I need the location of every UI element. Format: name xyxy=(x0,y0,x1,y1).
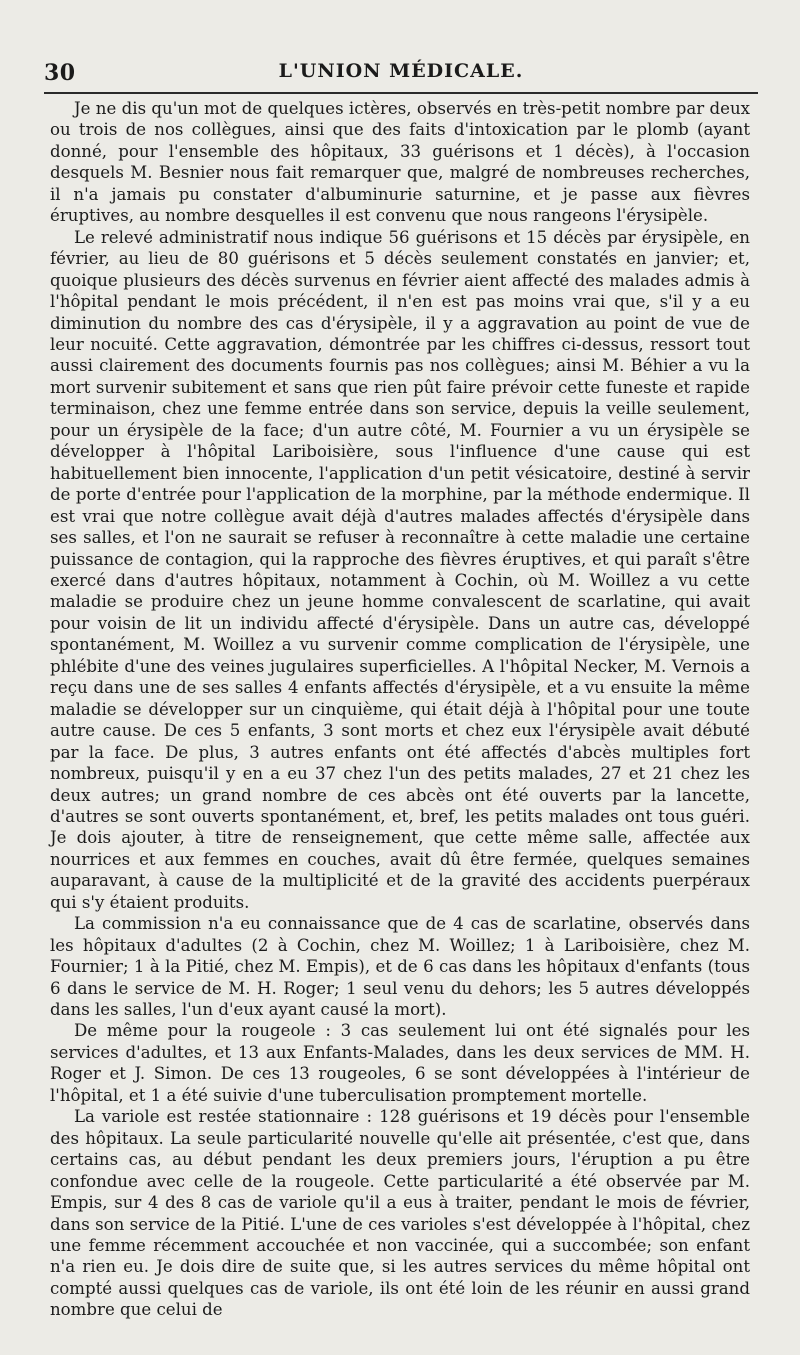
paragraph-erysipele: Le relevé administratif nous indique 56 guérisons et 15 décès par érysipèle, en février, au lieu de 80 guérisons et 5 décès seulement constatés en janvier; et, quoique plusieurs des décès survenus en février aient affecté des malades admis à l'hôpital pendant le mois précédent, il n'en est pas moins vrai que, s'il y a eu diminution du nombre des cas d'érysipèle, il y a aggravation au point de vue de leur nocuité. Cette aggravation, démontrée par les chiffres ci-dessus, ressort tout aussi clairement des documents fournis pas nos collègues; ainsi M. Béhier a vu la mort survenir subitement et sans que rien pût faire prévoir cette funeste et rapide terminaison, chez une femme entrée dans son service, depuis la veille seulement, pour un érysipèle de la face; d'un autre côté, M. Fournier a vu un érysipèle se développer à l'hôpital Lariboisière, sous l'influence d'une cause qui est habituellement bien innocente, l'application d'un petit vésicatoire, destiné à servir de porte d'entrée pour l'application de la morphine, par la méthode endermique. Il est vrai que notre collègue avait déjà d'autres malades affectés d'érysipèle dans ses salles, et l'on ne saurait se refuser à reconnaître à cette maladie une certaine puissance de contagion, qui la rapproche des fièvres éruptives, et qui paraît s'être exercé dans d'autres hôpitaux, notamment à Cochin, où M. Woillez a vu cette maladie se produire chez un jeune homme convalescent de scarlatine, qui avait pour voisin de lit un individu affecté d'érysipèle. Dans un autre cas, développé spontanément, M. Woillez a vu survenir comme complication de l'érysipèle, une phlébite d'une des veines jugulaires superficielles. A l'hôpital Necker, M. Vernois a reçu dans une de ses salles 4 enfants affectés d'érysipèle, et a vu ensuite la même maladie se développer sur un cinquième, qui était déjà à l'hôpital pour une toute autre cause. De ces 5 enfants, 3 sont morts et chez eux l'érysipèle avait débuté par la face. De plus, 3 autres enfants ont été affectés d'abcès multiples fort nombreux, puisqu'il y en a eu 37 chez l'un des petits malades, 27 et 21 chez les deux autres; un grand nombre de ces abcès ont été ouverts par la lancette, d'autres se sont ouverts spontanément, et, bref, les petits malades ont tous guéri. Je dois ajouter, à titre de renseignement, que cette même salle, affectée aux nourrices et aux femmes en couches, avait dû être fermée, quelques semaines auparavant, à cause de la multiplicité et de la gravité des accidents puerpéraux qui s'y étaient produits. xyxy=(50,227,750,912)
article-body xyxy=(50,98,750,1321)
page-number: 30 xyxy=(44,60,76,86)
paragraph-scarlatine: La commission n'a eu connaissance que de 4 cas de scarlatine, observés dans les hôpitaux d'adultes (2 à Cochin, chez M. Woillez; 1 à Lariboisière, chez M. Fournier; 1 à la Pitié, chez M. Empis), et de 6 cas dans les hôpitaux d'enfants (tous 6 dans le service de M. H. Roger; 1 seul venu du dehors; les 5 autres développés dans les salles, l'un d'eux ayant causé la mort). xyxy=(50,914,750,1020)
page-header xyxy=(44,52,758,92)
header-rule xyxy=(44,92,758,94)
paragraph-rougeole: De même pour la rougeole : 3 cas seulement lui ont été signalés pour les services d'adultes, et 13 aux Enfants-Malades, dans les deux services de MM. H. Roger et J. Simon. De ces 13 rougeoles, 6 se sont développées à l'intérieur de l'hôpital, et 1 a été suivie d'une tuberculisation promptement mortelle. xyxy=(50,1021,750,1105)
paragraph-icteres: Je ne dis qu'un mot de quelques ictères, observés en très-petit nombre par deux ou trois de nos collègues, ainsi que des faits d'intoxication par le plomb (ayant donné, pour l'ensemble des hôpitaux, 33 guérisons et 1 décès), à l'occasion desquels M. Besnier nous fait remarquer que, malgré de nombreuses recherches, il n'a jamais pu constater d'albuminurie saturnine, et je passe aux fièvres éruptives, au nombre desquelles il est convenu que nous rangeons l'érysipèle. xyxy=(50,99,750,226)
paragraph-variole: La variole est restée stationnaire : 128 guérisons et 19 décès pour l'ensemble des hôpitaux. La seule particularité nouvelle qu'elle ait présentée, c'est que, dans certains cas, au début pendant les deux premiers jours, l'éruption a pu être confondue avec celle de la rougeole. Cette particularité a été observée par M. Empis, sur 4 des 8 cas de variole qu'il a eus à traiter, pendant le mois de février, dans son service de la Pitié. L'une de ces varioles s'est développée à l'hôpital, chez une femme récemment accouchée et non vaccinée, qui a succombée; son enfant n'a rien eu. Je dois dire de suite que, si les autres services du même hôpital ont compté aussi quelques cas de variole, ils ont été loin de les réunir en aussi grand nombre que celui de xyxy=(50,1107,750,1320)
running-title: L'UNION MÉDICALE. xyxy=(278,60,524,82)
